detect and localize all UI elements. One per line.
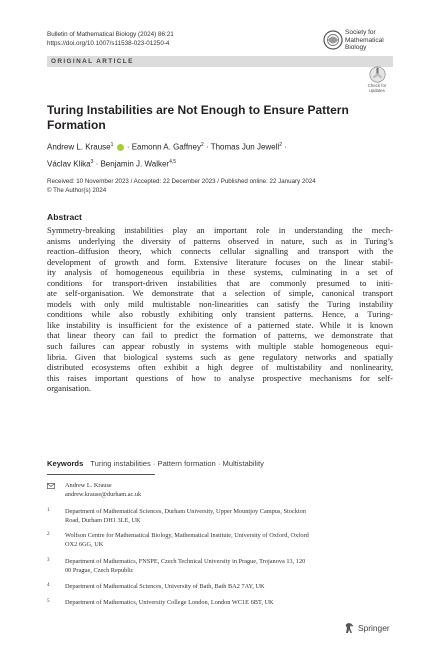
abstract-line: organisation. — [47, 383, 91, 394]
abstract-line: that linear theory can fail to predict the formation of patterns, we demonstrate that — [47, 330, 393, 341]
affiliation-line: Road, Durham DH1 3LE, UK — [65, 517, 141, 524]
orcid-icon[interactable] — [117, 144, 124, 151]
article-type-bar: ORIGINAL ARTICLE — [47, 56, 393, 67]
received-accepted-published: Received: 10 November 2023 / Accepted: 22 December 2023 / Published online: 22 January 2024 — [47, 178, 316, 185]
keywords — [47, 459, 264, 468]
society-name-line2: Mathematical — [345, 36, 384, 44]
affiliation-line: Wolfson Centre for Mathematical Biology, Mathematical Institute, University of Oxford, Oxford — [65, 532, 309, 539]
paper-title-line1: Turing Instabilities are Not Enough to Ensure Pattern — [47, 103, 349, 117]
footnote-divider — [47, 474, 155, 475]
affiliation-number: 2 — [47, 532, 50, 537]
author-name: Eamonn A. Gaffney — [131, 142, 201, 152]
journal-citation: Bulletin of Mathematical Biology (2024) 86:21 — [47, 31, 174, 38]
affiliation-line: OX2 6GG, UK — [65, 541, 104, 548]
affiliation-line: Department of Mathematical Sciences, Durham University, Upper Mountjoy Campus, Stockton — [65, 508, 306, 515]
abstract-line: this raises important questions of how to analyse prospective mechanisms for self- — [47, 372, 393, 383]
check-for-updates-line2: updates — [369, 88, 385, 93]
affiliation-line: 00 Prague, Czech Republic — [65, 567, 134, 574]
author-affiliation-ref: 2 — [200, 142, 204, 148]
check-for-updates-label — [360, 83, 394, 93]
crossmark-badge-icon — [369, 66, 386, 83]
abstract-line: conditions for transport-driven instabilities that are commonly presumed to initi- — [47, 277, 393, 288]
abstract-line: like instability is insufficient for the existence of a patterned state. While it is known — [47, 319, 393, 330]
author-affiliation-ref: 2 — [279, 142, 282, 148]
paper-title — [47, 103, 367, 133]
springer-horse-logo-icon — [344, 622, 355, 634]
check-for-updates-badge[interactable] — [360, 66, 394, 96]
abstract-line: development of growth and form. Extensive literature focuses on the linear stabil- — [47, 256, 393, 267]
publisher-name: Springer — [358, 623, 390, 633]
journal-header — [47, 30, 174, 48]
author-name: Thomas Jun Jewell — [210, 142, 280, 152]
corresponding-author-name: Andrew L. Krause — [65, 482, 112, 489]
affiliation-line: Department of Mathematical Sciences, University of Bath, Bath BA2 7AY, UK — [65, 583, 265, 590]
envelope-icon — [47, 483, 55, 489]
abstract-line: such failures can appear robustly in systems with multiple stable homogeneous equi- — [47, 341, 393, 352]
publication-dates — [47, 177, 316, 195]
paper-title-line2: Formation — [47, 118, 106, 132]
abstract-line: conditions while also robustly exhibiting only transient patterns. Hence, a Turing- — [47, 309, 393, 320]
affiliation-text — [65, 531, 377, 549]
copyright-notice: © The Author(s) 2024 — [47, 187, 107, 194]
abstract-line: models with only mild multistable non-linearities can satisfy the Turing instability — [47, 298, 393, 309]
affiliation-number: 1 — [47, 508, 50, 513]
abstract-line: ity analysis of homogeneous equilibria in these systems, culminating in a set of — [47, 267, 393, 278]
abstract-heading: Abstract — [47, 212, 82, 222]
author-affiliation-ref: 1 — [110, 142, 114, 148]
affiliation-number: 5 — [47, 599, 50, 604]
correspondence-text — [65, 482, 141, 500]
affiliation-text — [65, 582, 377, 591]
abstract-line: Symmetry-breaking instabilities play an important role in understanding the mech- — [47, 225, 393, 235]
author-affiliation-ref: 4,5 — [169, 158, 177, 165]
affiliation-number: 3 — [47, 558, 50, 563]
society-logo — [323, 28, 403, 56]
abstract-line: ate self-organisation. We demonstrate that a selection of simple, canonical transport — [47, 288, 393, 299]
author-name: Benjamin J. Walker — [100, 159, 170, 169]
affiliation-line: Department of Mathematics, FNSPE, Czech Technical University in Prague, Trojanova 13, 120 — [65, 558, 306, 565]
doi-link[interactable]: https://doi.org/10.1007/s11538-023-01250-4 — [47, 40, 170, 47]
abstract-body — [47, 225, 393, 394]
springer-logo — [344, 622, 404, 636]
author-name: Andrew L. Krause — [47, 142, 111, 152]
affiliation-text — [65, 507, 377, 525]
abstract-line: reaction–diffusion theory, which connects cellular signalling and transport with the — [47, 246, 393, 257]
author-list: Andrew L. Krause$^1$ · Eamonn A. Gaffney$^2$ · Thomas Jun Jewell$^2$ · Václav Klika$^3$ · Benjamin J. Walker$^{4,5}$ — [47, 142, 287, 169]
corresponding-author-email[interactable]: andrew.krause@durham.ac.uk — [65, 490, 142, 498]
society-name — [345, 29, 384, 52]
author-name: Václav Klika — [47, 159, 91, 169]
author-affiliation-ref: 3 — [90, 158, 94, 165]
check-for-updates-line1: Check for — [367, 83, 387, 88]
affiliation-number: 4 — [47, 583, 50, 588]
society-emblem-icon — [323, 30, 343, 50]
society-name-line3: Biology — [345, 44, 367, 51]
abstract-line: distributed ecosystems often exhibit a high degree of multistability and nonlinearity, — [47, 362, 393, 373]
affiliation-text — [65, 598, 377, 607]
keywords-text: Turing instabilities · Pattern formation · Multistability — [90, 459, 264, 468]
society-name-line1: Society for — [345, 29, 376, 36]
affiliation-line: Department of Mathematics, University College London, London WC1E 6BT, UK — [65, 599, 274, 606]
affiliation-text — [65, 557, 377, 575]
abstract-line: anisms underlying the diversity of patterns observed in nature, such as in Turing’s — [47, 235, 393, 246]
keywords-label: Keywords — [47, 459, 84, 468]
abstract-line: libria. Given that biological systems such as gene regulatory networks and spatially — [47, 351, 393, 362]
